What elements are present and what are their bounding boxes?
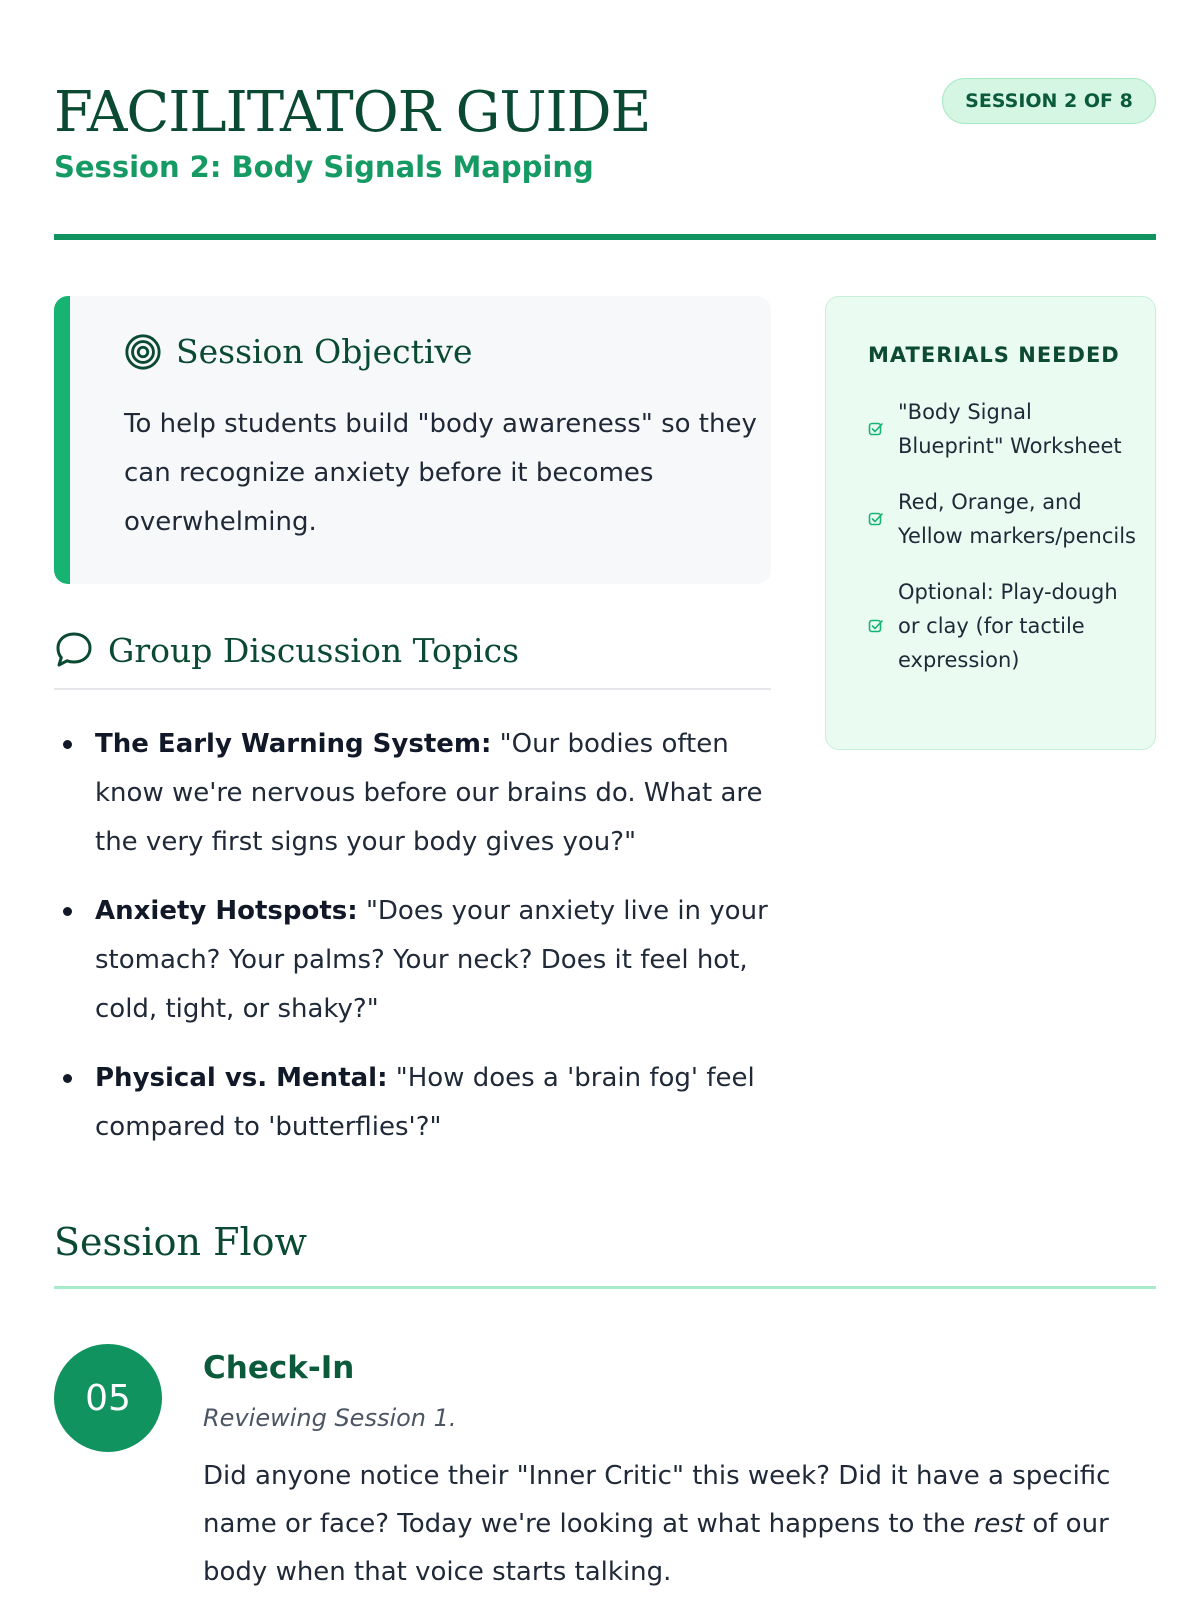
- target-icon: [124, 333, 162, 371]
- session-flow-title: Session Flow: [54, 1220, 308, 1264]
- materials-item: [868, 395, 1138, 463]
- discussion-item-label: Anxiety Hotspots:: [95, 896, 358, 926]
- objective-card: [54, 296, 771, 584]
- materials-item-label: "Body Signal Blueprint" Worksheet: [898, 400, 1122, 458]
- discussion-list: [54, 720, 771, 1172]
- objective-text: To help students build "body awareness" so they can recognize anxiety before it becomes overwhelming.: [124, 409, 757, 537]
- session-flow-divider: [54, 1286, 1156, 1289]
- step-description: [203, 1452, 1123, 1596]
- check-square-icon: [868, 421, 884, 437]
- discussion-item-text: "Does your anxiety live in your stomach? Your palms? Your neck? Does it feel hot, cold, tight, or shaky?": [95, 896, 768, 1024]
- step-text-start: Did anyone notice their "Inner Critic" this week? Did it have a specific name or face? Today we're looking at what happens to the: [203, 1461, 1111, 1539]
- page-title: FACILITATOR GUIDE: [54, 80, 651, 145]
- objective-header: [124, 332, 473, 371]
- discussion-item-text: "How does a 'brain fog' feel compared to 'butterflies'?": [95, 1063, 755, 1142]
- materials-item: [868, 575, 1138, 677]
- discussion-header: [54, 630, 519, 670]
- discussion-item: [54, 720, 771, 867]
- step-subtitle: Reviewing Session 1.: [203, 1404, 457, 1432]
- check-square-icon: [868, 618, 884, 634]
- discussion-item: [54, 887, 771, 1034]
- speech-bubble-icon: [54, 630, 94, 670]
- step-text-emphasis: rest: [973, 1509, 1025, 1539]
- discussion-divider: [54, 688, 771, 690]
- discussion-item: [54, 1054, 771, 1152]
- step-number-badge: 05: [54, 1344, 162, 1452]
- discussion-item-text: "Our bodies often know we're nervous before our brains do. What are the very first signs your body gives you?": [95, 729, 763, 857]
- header-divider: [54, 234, 1156, 240]
- step-text-end: of our body when that voice starts talking.: [203, 1509, 1109, 1587]
- discussion-title: Group Discussion Topics: [108, 630, 520, 670]
- materials-item-label: Optional: Play-dough or clay (for tactile expression): [898, 580, 1118, 672]
- session-badge: SESSION 2 OF 8: [942, 78, 1156, 124]
- materials-item-label: Red, Orange, and Yellow markers/pencils: [898, 490, 1136, 548]
- check-square-icon: [868, 511, 884, 527]
- materials-item: [868, 485, 1138, 553]
- discussion-item-label: The Early Warning System:: [95, 729, 492, 759]
- objective-title: Session Objective: [176, 332, 473, 371]
- materials-list: [868, 395, 1138, 699]
- page-subtitle: Session 2: Body Signals Mapping: [54, 150, 594, 184]
- discussion-item-label: Physical vs. Mental:: [95, 1063, 388, 1093]
- step-title: Check-In: [203, 1350, 355, 1386]
- materials-card: [825, 296, 1156, 750]
- materials-title: MATERIALS NEEDED: [868, 343, 1120, 367]
